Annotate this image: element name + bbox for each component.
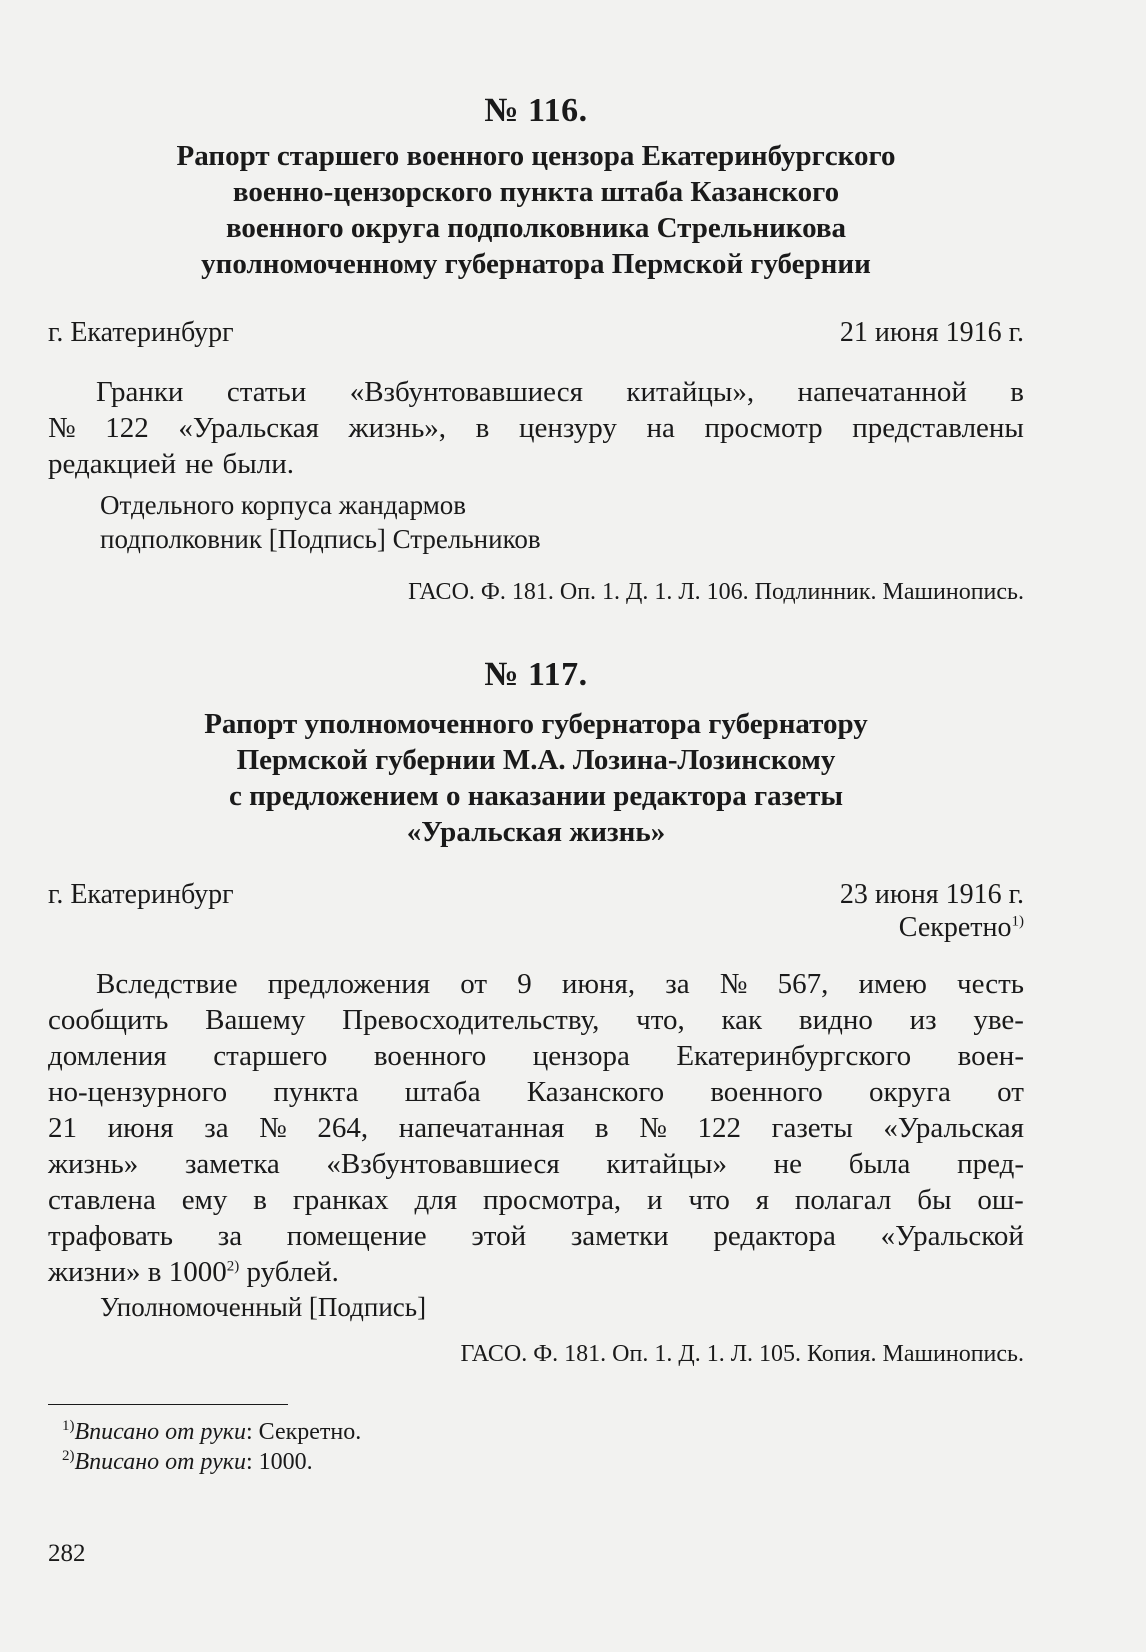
doc-117-title-line: Рапорт уполномоченного губернатора губернатору [204, 708, 868, 740]
doc-116-place: г. Екатеринбург [48, 317, 234, 348]
doc-117-number: № 117. [484, 656, 588, 693]
doc-116-title-line: Рапорт старшего военного цензора Екатеринбургского [176, 140, 896, 172]
doc-117-body-line [48, 1218, 1024, 1254]
body-word: пункта [273, 1076, 359, 1108]
body-word: от [997, 1076, 1024, 1108]
body-word: из [909, 1004, 937, 1036]
doc-117-title [48, 706, 1024, 850]
body-word: июня [107, 1112, 174, 1144]
doc-117-archive-reference: ГАСО. Ф. 181. Оп. 1. Д. 1. Л. 105. Копия. Машинопись. [460, 1341, 1024, 1367]
body-word: представлены [852, 412, 1024, 444]
body-word: просмотра, [482, 1184, 622, 1216]
body-word: ему [181, 1184, 228, 1216]
doc-116-signature-line: Отдельного корпуса жандармов [100, 490, 467, 520]
doc-117-place: г. Екатеринбург [48, 879, 234, 910]
body-word: что, [636, 1004, 685, 1036]
body-word: бы [917, 1184, 952, 1216]
doc-117-date: 23 июня 1916 г. [839, 879, 1024, 910]
body-word: воен- [957, 1040, 1024, 1072]
doc-116-place-date [48, 316, 1024, 350]
body-word: 264, [317, 1112, 369, 1144]
body-word: в [594, 1112, 609, 1144]
body-word: военного [710, 1076, 823, 1108]
doc-116-archive-reference: ГАСО. Ф. 181. Оп. 1. Д. 1. Л. 106. Подлинник. Машинопись. [408, 579, 1024, 605]
footnote-ref: 1) [1011, 913, 1024, 930]
body-word: 567, [777, 968, 829, 1000]
body-word: что [688, 1184, 730, 1216]
doc-116-title-line: уполномоченному губернатора Пермской губернии [201, 248, 871, 280]
body-word: уве- [973, 1004, 1024, 1036]
body-word: 9 [517, 968, 532, 1000]
doc-117-body-last-line [48, 1254, 1024, 1290]
footnote-mark: 1) [62, 1418, 75, 1434]
body-word: от [460, 968, 488, 1000]
doc-117-title-line: с предложением о наказании редактора газеты [228, 780, 844, 812]
body-word: честь [957, 968, 1024, 1000]
doc-116-signature-line: подполковник [Подпись] Стрельников [100, 524, 541, 554]
body-word: «Уральской [880, 1220, 1024, 1252]
body-word: № [48, 412, 76, 444]
body-word: имею [858, 968, 927, 1000]
body-word: напечатанная [398, 1112, 565, 1144]
body-word: гранках [292, 1184, 389, 1216]
footnotes [62, 1417, 361, 1477]
body-word: и [647, 1184, 663, 1216]
body-word: 21 [48, 1112, 77, 1144]
body-word: напечатанной [797, 376, 967, 408]
body-word: № [259, 1112, 287, 1144]
body-word: 122 [105, 412, 149, 444]
footnote-ref: 2) [226, 1258, 240, 1275]
doc-117-body-line [48, 1146, 1024, 1182]
body-word: Превосходительству, [342, 1004, 600, 1036]
footnote-label: Вписано от руки [74, 1449, 246, 1475]
doc-116-signature [100, 488, 541, 556]
doc-116-title-line: военного округа подполковника Стрельникова [225, 212, 847, 244]
body-word: № [719, 968, 748, 1000]
doc-117-place-date [48, 878, 1024, 912]
doc-117-title-line: «Уральская жизнь» [406, 816, 666, 848]
body-word: редакцией [48, 448, 177, 480]
doc-116-body-line [48, 374, 1024, 410]
body-word: военного [373, 1040, 487, 1072]
body-word: в [253, 1184, 267, 1216]
body-word: для [414, 1184, 458, 1216]
body-word: округа [868, 1076, 951, 1108]
footnote-item [62, 1447, 361, 1477]
document-page [48, 0, 1024, 1652]
body-word: ставлена [48, 1184, 156, 1216]
body-word: как [721, 1004, 763, 1036]
doc-117-body-line [48, 1074, 1024, 1110]
body-word: «Взбунтовавшиеся [326, 1148, 560, 1180]
body-word: Вашему [205, 1004, 306, 1036]
doc-117-signature [100, 1290, 426, 1324]
footnote-mark: 2) [62, 1448, 75, 1464]
body-word: заметка [184, 1148, 280, 1180]
body-text [48, 1254, 339, 1290]
footnote-label: Вписано от руки [74, 1419, 246, 1445]
body-word: цензора [532, 1040, 630, 1072]
body-word: штаба [404, 1076, 481, 1108]
body-word: «Взбунтовавшиеся [349, 376, 583, 408]
body-word: не [773, 1148, 803, 1180]
doc-116-body [48, 374, 1024, 482]
doc-116-body-line [48, 410, 1024, 446]
body-word: пред- [957, 1148, 1024, 1180]
body-word: «Уральская [883, 1112, 1024, 1144]
body-word: «Уральская [178, 412, 319, 444]
secrecy-label: Секретно [898, 912, 1012, 943]
body-word: за [665, 968, 690, 1000]
body-word: газеты [771, 1112, 853, 1144]
body-word: № [639, 1112, 667, 1144]
body-word: помещение [286, 1220, 427, 1252]
body-word: китайцы» [606, 1148, 727, 1180]
body-word: китайцы», [626, 376, 755, 408]
doc-117-body-line [48, 1182, 1024, 1218]
body-word: в [1010, 376, 1024, 408]
body-word: полагал [794, 1184, 892, 1216]
doc-117-secrecy-mark [899, 911, 1024, 945]
body-word: просмотр [704, 412, 823, 444]
body-word: Екатеринбургского [676, 1040, 912, 1072]
doc-116-body-line [48, 446, 1024, 482]
doc-116-date: 21 июня 1916 г. [839, 317, 1024, 348]
body-word: видно [798, 1004, 873, 1036]
footnote-text: : 1000. [246, 1449, 313, 1475]
body-word: 122 [697, 1112, 741, 1144]
body-word: предложения [267, 968, 431, 1000]
body-word: Гранки [96, 376, 184, 408]
body-word: жизнь», [348, 412, 447, 444]
body-word: на [646, 412, 675, 444]
body-word: домления [48, 1040, 167, 1072]
doc-116-title [48, 138, 1024, 282]
body-word: не [185, 448, 214, 480]
body-text-start: жизни» в 1000 [48, 1256, 227, 1288]
body-word: Вследствие [96, 968, 238, 1000]
doc-117-title-line: Пермской губернии М.А. Лозина-Лозинскому [236, 744, 836, 776]
doc-116-number: № 116. [484, 92, 588, 129]
body-word: были. [222, 448, 295, 480]
footnote-text: : Секретно. [246, 1419, 362, 1445]
footnote-divider [48, 1404, 288, 1405]
doc-117-body-line [48, 966, 1024, 1002]
body-word: редактора [713, 1220, 836, 1252]
doc-116-title-line: военно-цензорского пункта штаба Казанского [232, 176, 840, 208]
body-word: статьи [226, 376, 307, 408]
body-word: сообщить [48, 1004, 169, 1036]
doc-117-body-line [48, 1002, 1024, 1038]
body-word: в [475, 412, 490, 444]
body-word: июня, [561, 968, 636, 1000]
body-word: цензуру [518, 412, 617, 444]
page-number: 282 [48, 1540, 86, 1567]
doc-117-signature-line: Уполномоченный [Подпись] [100, 1292, 427, 1322]
body-word: была [848, 1148, 911, 1180]
body-word: заметки [570, 1220, 669, 1252]
body-word: этой [471, 1220, 527, 1252]
body-word: жизнь» [48, 1148, 139, 1180]
footnote-item [62, 1417, 361, 1447]
body-word: но-цензурного [48, 1076, 228, 1108]
body-word: Казанского [526, 1076, 665, 1108]
body-word: старшего [213, 1040, 328, 1072]
body-word: за [217, 1220, 243, 1252]
body-word: трафовать [48, 1220, 174, 1252]
body-word: за [204, 1112, 229, 1144]
body-word: ош- [977, 1184, 1024, 1216]
body-text-end: рублей. [239, 1256, 339, 1288]
doc-117-body-line [48, 1038, 1024, 1074]
body-word: я [755, 1184, 770, 1216]
doc-117-body [48, 966, 1024, 1254]
doc-117-body-line [48, 1254, 1024, 1290]
doc-117-body-line [48, 1110, 1024, 1146]
